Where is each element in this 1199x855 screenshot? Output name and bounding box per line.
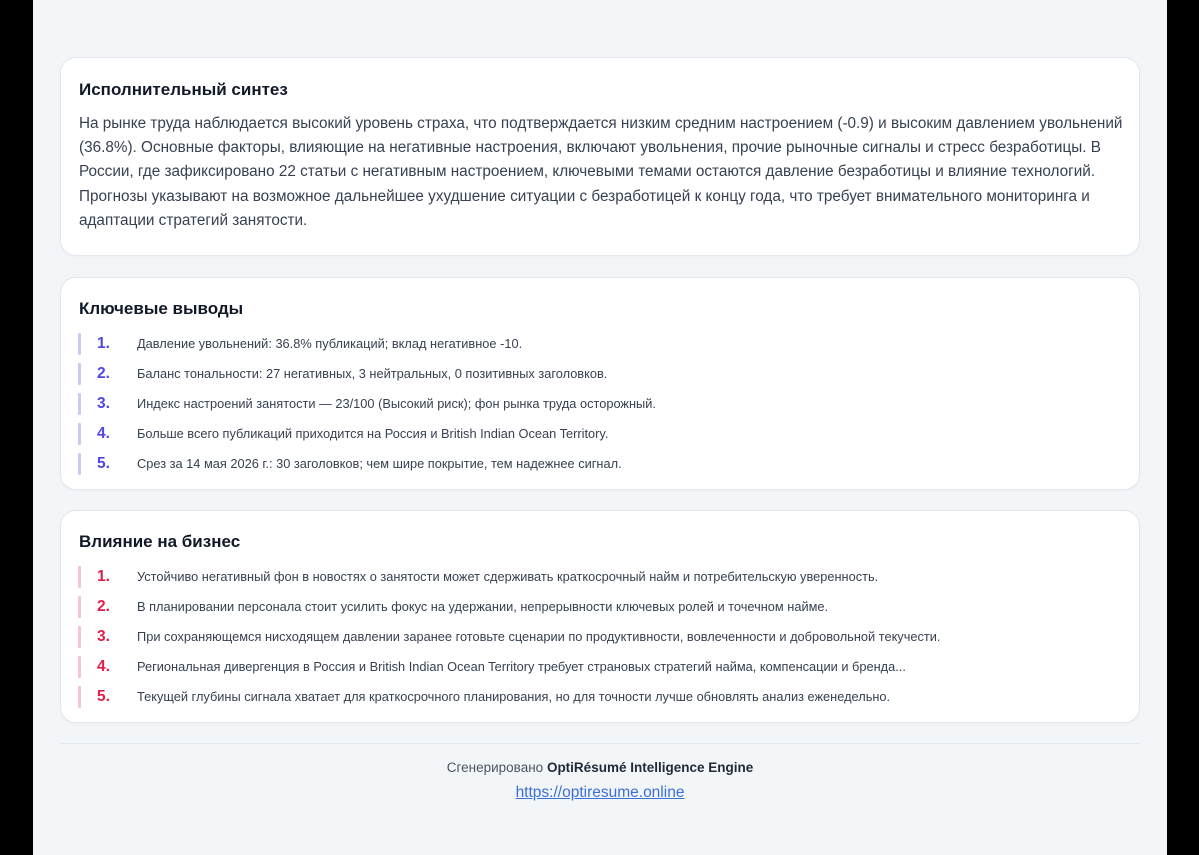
item-accent-bar (78, 656, 81, 678)
footer-engine-name: OptiRésumé Intelligence Engine (546, 760, 754, 775)
item-number: 3. (97, 395, 110, 412)
item-text: Срез за 14 мая 2026 г.: 30 заголовков; чем шире покрытие, тем надежнее сигнал. (137, 456, 622, 471)
executive-synthesis-text: На рынке труда наблюдается высокий уровень страха, что подтверждается низким средним настроением (-0.9) и высоким давлением увольнений (36.8%). Основные факторы, влияющие на негативные настроения, включают увольнения, прочие рыночные сигналы и стресс безработицы. В России, где зафиксировано 22 статьи с негативным настроением, ключевыми темами остаются давление безработицы и влияние технологий. Прогнозы указывают на возможное дальнейшее ухудшение ситуации с безработицей к концу года, что требует внимательного мониторинга и адаптации стратегий занятости. (79, 115, 1123, 229)
business-impact-list (78, 563, 1128, 713)
finding-item (78, 330, 1128, 360)
item-number: 3. (97, 628, 110, 645)
item-number: 4. (97, 425, 110, 442)
item-accent-bar (78, 626, 81, 648)
item-accent-bar (78, 686, 81, 708)
finding-item (78, 360, 1128, 390)
finding-item (78, 420, 1128, 450)
footer-website-link[interactable]: https://optiresume.online (515, 784, 685, 801)
item-text: Региональная дивергенция в Россия и British Indian Ocean Territory требует страновых стратегий найма, компенсации и бренда... (137, 659, 906, 674)
executive-synthesis-title: Исполнительный синтез (79, 80, 288, 99)
key-findings-list (78, 330, 1128, 480)
business-impact-title: Влияние на бизнес (79, 532, 241, 551)
item-number: 1. (97, 335, 110, 352)
item-number: 2. (97, 365, 110, 382)
footer-link-row (33, 784, 1167, 802)
item-text: Текущей глубины сигнала хватает для краткосрочного планирования, но для точности лучше обновлять анализ еженедельно. (137, 689, 891, 704)
finding-item (78, 390, 1128, 420)
item-number: 5. (97, 688, 110, 705)
item-text: Устойчиво негативный фон в новостях о занятости может сдерживать краткосрочный найм и потребительскую уверенность. (137, 569, 879, 584)
footer-divider (60, 743, 1140, 744)
impact-item (78, 563, 1128, 593)
impact-item (78, 653, 1128, 683)
footer-generated-by (33, 760, 1167, 775)
item-text: Давление увольнений: 36.8% публикаций; вклад негативное -10. (137, 336, 523, 351)
item-accent-bar (78, 453, 81, 475)
key-findings-title: Ключевые выводы (79, 299, 244, 318)
finding-item (78, 450, 1128, 480)
impact-item (78, 683, 1128, 713)
item-text: Индекс настроений занятости — 23/100 (Высокий риск); фон рынка труда осторожный. (137, 396, 656, 411)
item-number: 2. (97, 598, 110, 615)
impact-item (78, 623, 1128, 653)
item-text: При сохраняющемся нисходящем давлении заранее готовьте сценарии по продуктивности, вовлеченности и добровольной текучести. (137, 629, 941, 644)
executive-synthesis-card (60, 57, 1140, 256)
item-accent-bar (78, 566, 81, 588)
impact-item (78, 593, 1128, 623)
item-text: Больше всего публикаций приходится на Россия и British Indian Ocean Territory. (137, 426, 609, 441)
item-number: 1. (97, 568, 110, 585)
item-text: Баланс тональности: 27 негативных, 3 нейтральных, 0 позитивных заголовков. (137, 366, 608, 381)
business-impact-card (60, 510, 1140, 723)
item-accent-bar (78, 333, 81, 355)
item-accent-bar (78, 596, 81, 618)
item-text: В планировании персонала стоит усилить фокус на удержании, непрерывности ключевых ролей и точечном найме. (137, 599, 829, 614)
item-number: 4. (97, 658, 110, 675)
item-number: 5. (97, 455, 110, 472)
key-findings-card (60, 277, 1140, 490)
report-page (33, 0, 1167, 855)
item-accent-bar (78, 393, 81, 415)
footer-generated-prefix: Сгенерировано (446, 760, 544, 775)
item-accent-bar (78, 363, 81, 385)
item-accent-bar (78, 423, 81, 445)
